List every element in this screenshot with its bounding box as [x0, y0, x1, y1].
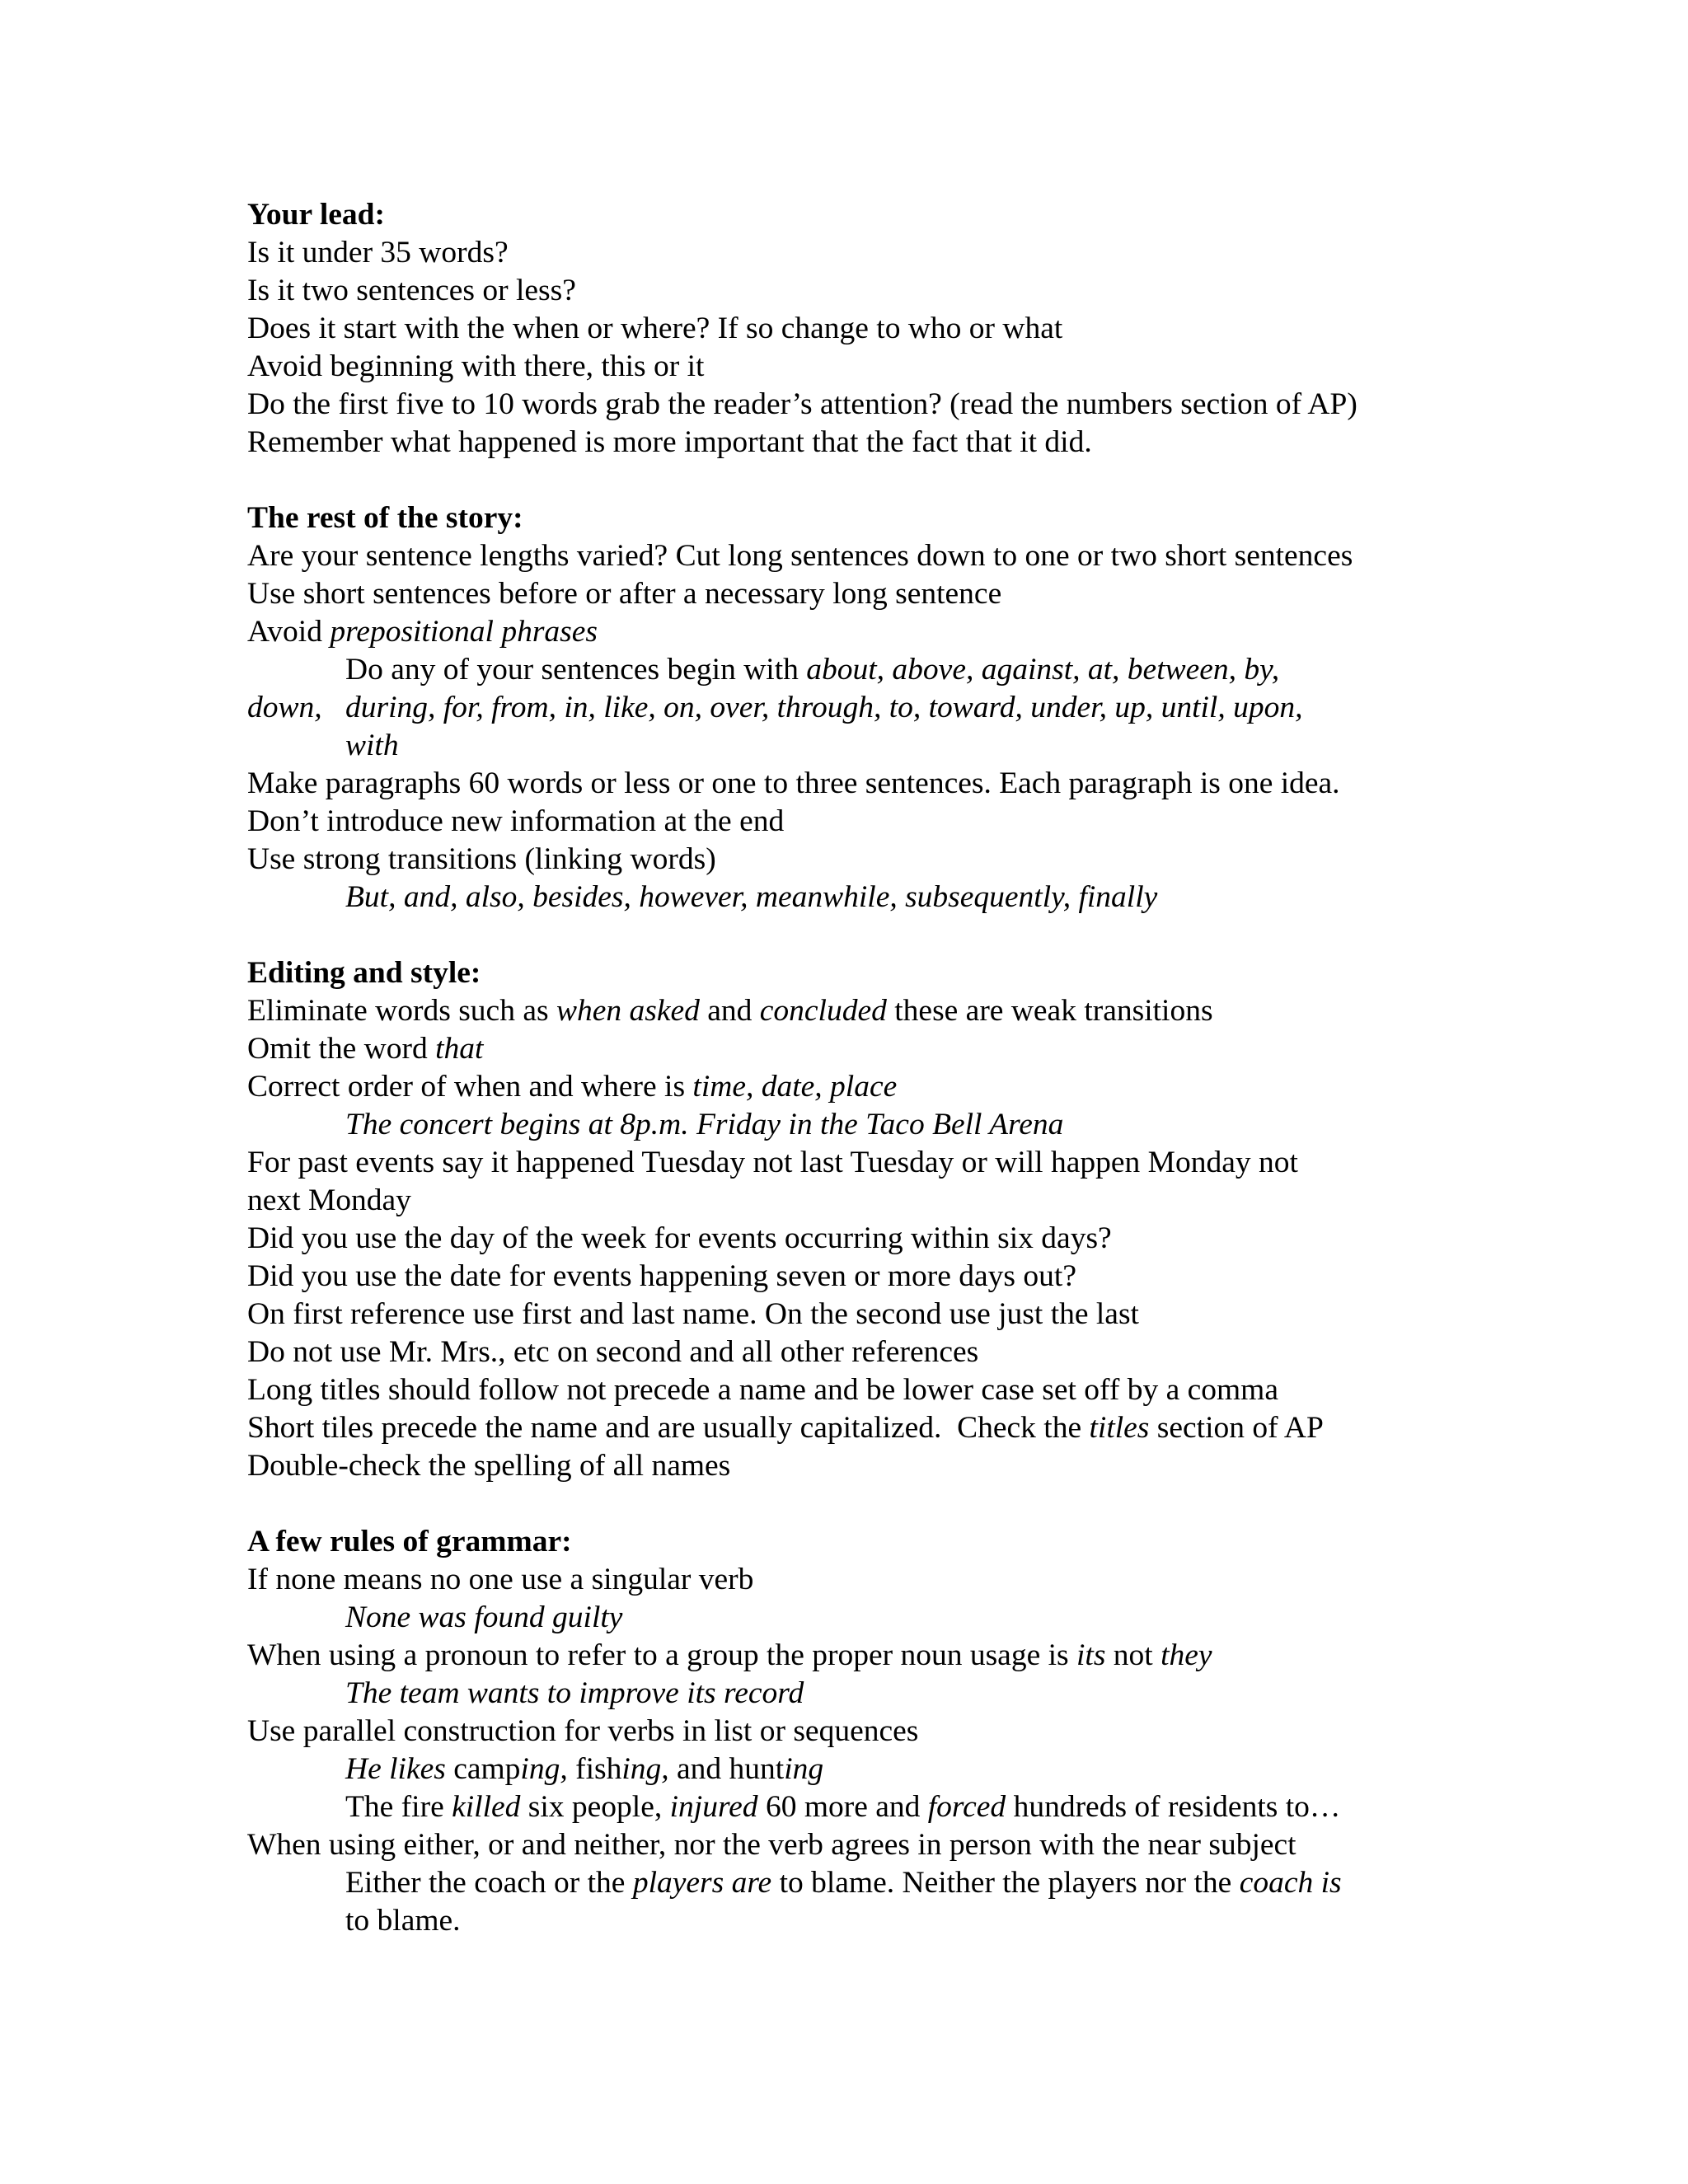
- grammar-line-3-c: not: [1105, 1638, 1161, 1672]
- editing-line-1: [247, 992, 1467, 1030]
- editing-line-11-b: titles: [1089, 1411, 1150, 1445]
- editing-line-5a: For past events say it happened Tuesday not last Tuesday or will happen Monday not: [247, 1146, 1298, 1179]
- likes-d: fish: [567, 1752, 622, 1786]
- lead-line-2: Is it two sentences or less?: [247, 274, 576, 307]
- heading-editing-style: Editing and style:: [247, 956, 481, 990]
- none-example-text: None was found guilty: [345, 1601, 623, 1634]
- grammar-example-either-cont: to blame.: [345, 1904, 461, 1938]
- grammar-line-8: When using either, or and neither, nor the verb agrees in person with the near subject: [247, 1828, 1296, 1862]
- rest-line-2: Use short sentences before or after a necessary long sentence: [247, 577, 1002, 611]
- document-body: [247, 196, 1467, 1940]
- grammar-line-3-a: When using a pronoun to refer to a group the proper noun usage is: [247, 1638, 1076, 1672]
- editing-line-7: Did you use the date for events happening seven or more days out?: [247, 1259, 1076, 1293]
- fire-e: 60 more and: [757, 1790, 928, 1824]
- editing-line-12: Double-check the spelling of all names: [247, 1449, 731, 1483]
- editing-line-1-b: when asked: [556, 994, 700, 1028]
- editing-line-1-d: concluded: [759, 994, 887, 1028]
- section-gap: [247, 462, 1467, 499]
- editing-line-6: Did you use the day of the week for events occurring within six days?: [247, 1221, 1112, 1255]
- likes-c: ing,: [520, 1752, 568, 1786]
- section-gap: [247, 1485, 1467, 1523]
- fire-a: The fire: [345, 1790, 452, 1824]
- lead-line-1: Is it under 35 words?: [247, 236, 509, 269]
- transitions-list: But, and, also, besides, however, meanwhile, subsequently, finally: [345, 880, 1158, 914]
- prepositions-list-1: about, above, against, at, between, by,: [806, 653, 1280, 687]
- prepositions-hanging-word: down,: [247, 691, 322, 724]
- likes-e: ing,: [621, 1752, 669, 1786]
- likes-g: ing: [784, 1752, 824, 1786]
- grammar-example-none: [247, 1599, 1467, 1637]
- rest-line-5: Make paragraphs 60 words or less or one to three sentences. Each paragraph is one idea.: [247, 766, 1340, 800]
- editing-line-2-b: that: [435, 1032, 484, 1066]
- team-example-text: The team wants to improve its record: [345, 1676, 804, 1710]
- either-b: players are: [632, 1866, 772, 1900]
- rest-line-3-italic: prepositional phrases: [330, 615, 598, 649]
- editing-line-1-e: these are weak transitions: [886, 994, 1213, 1028]
- lead-line-6: Remember what happened is more important that the fact that it did.: [247, 425, 1092, 459]
- editing-line-11-c: section of AP: [1149, 1411, 1324, 1445]
- either-c: to blame. Neither the players nor the: [771, 1866, 1240, 1900]
- likes-a: He likes: [345, 1752, 454, 1786]
- prepositions-line-1: [345, 651, 1466, 689]
- editing-line-3-a: Correct order of when and where is: [247, 1070, 693, 1104]
- prepositions-block: [247, 651, 1466, 765]
- lead-line-5: Do the first five to 10 words grab the reader’s attention? (read the numbers section of AP): [247, 387, 1357, 421]
- grammar-example-fire: [247, 1788, 1467, 1826]
- grammar-example-team: [247, 1675, 1467, 1713]
- either-a: Either the coach or the: [345, 1866, 633, 1900]
- editing-line-3-b: time, date, place: [692, 1070, 898, 1104]
- editing-line-11: [247, 1409, 1467, 1447]
- grammar-line-3-b: its: [1076, 1638, 1106, 1672]
- editing-line-3: [247, 1068, 1467, 1106]
- transitions-example: [247, 879, 1467, 916]
- fire-g: hundreds of residents to…: [1006, 1790, 1341, 1824]
- grammar-line-3: [247, 1637, 1467, 1675]
- editing-line-10: Long titles should follow not precede a name and be lower case set off by a comma: [247, 1373, 1278, 1407]
- fire-c: six people,: [520, 1790, 670, 1824]
- fire-d: injured: [669, 1790, 758, 1824]
- editing-example-concert: [247, 1106, 1467, 1144]
- rest-line-6: Don’t introduce new information at the end: [247, 804, 785, 838]
- prepositions-intro: Do any of your sentences begin with: [345, 653, 807, 687]
- section-gap: [247, 916, 1467, 954]
- grammar-line-3-d: they: [1160, 1638, 1212, 1672]
- rest-line-3: [247, 613, 1467, 651]
- grammar-example-likes: [247, 1750, 1467, 1788]
- heading-grammar-rules: A few rules of grammar:: [247, 1525, 572, 1558]
- fire-f: forced: [927, 1790, 1006, 1824]
- editing-line-2-a: Omit the word: [247, 1032, 436, 1066]
- heading-rest-of-story: The rest of the story:: [247, 501, 523, 535]
- lead-line-3: Does it start with the when or where? If so change to who or what: [247, 312, 1063, 345]
- likes-b: camp: [453, 1752, 521, 1786]
- editing-line-1-a: Eliminate words such as: [247, 994, 556, 1028]
- prepositions-line-2: [345, 689, 1466, 727]
- either-d: coach is: [1239, 1866, 1342, 1900]
- grammar-line-5: Use parallel construction for verbs in list or sequences: [247, 1714, 919, 1748]
- grammar-line-1: If none means no one use a singular verb: [247, 1563, 754, 1596]
- editing-line-2: [247, 1030, 1467, 1068]
- editing-line-1-c: and: [699, 994, 760, 1028]
- prepositions-list-3: with: [345, 729, 399, 762]
- editing-line-5b: next Monday: [247, 1183, 411, 1217]
- rest-line-1: Are your sentence lengths varied? Cut long sentences down to one or two short sentences: [247, 539, 1353, 573]
- fire-b: killed: [452, 1790, 521, 1824]
- rest-line-3-text: Avoid: [247, 615, 331, 649]
- prepositions-list-2: during, for, from, in, like, on, over, through, to, toward, under, up, until, upon,: [345, 691, 1303, 724]
- rest-line-7: Use strong transitions (linking words): [247, 842, 716, 876]
- grammar-example-either: [247, 1864, 1467, 1902]
- likes-f: and hunt: [668, 1752, 785, 1786]
- heading-your-lead: Your lead:: [247, 198, 386, 232]
- concert-example-text: The concert begins at 8p.m. Friday in the Taco Bell Arena: [345, 1108, 1064, 1141]
- editing-line-9: Do not use Mr. Mrs., etc on second and all other references: [247, 1335, 979, 1369]
- editing-line-8: On first reference use first and last name. On the second use just the last: [247, 1297, 1139, 1331]
- prepositions-line-3: [345, 727, 1466, 765]
- lead-line-4: Avoid beginning with there, this or it: [247, 349, 705, 383]
- editing-line-11-a: Short tiles precede the name and are usually capitalized. Check the: [247, 1411, 1090, 1445]
